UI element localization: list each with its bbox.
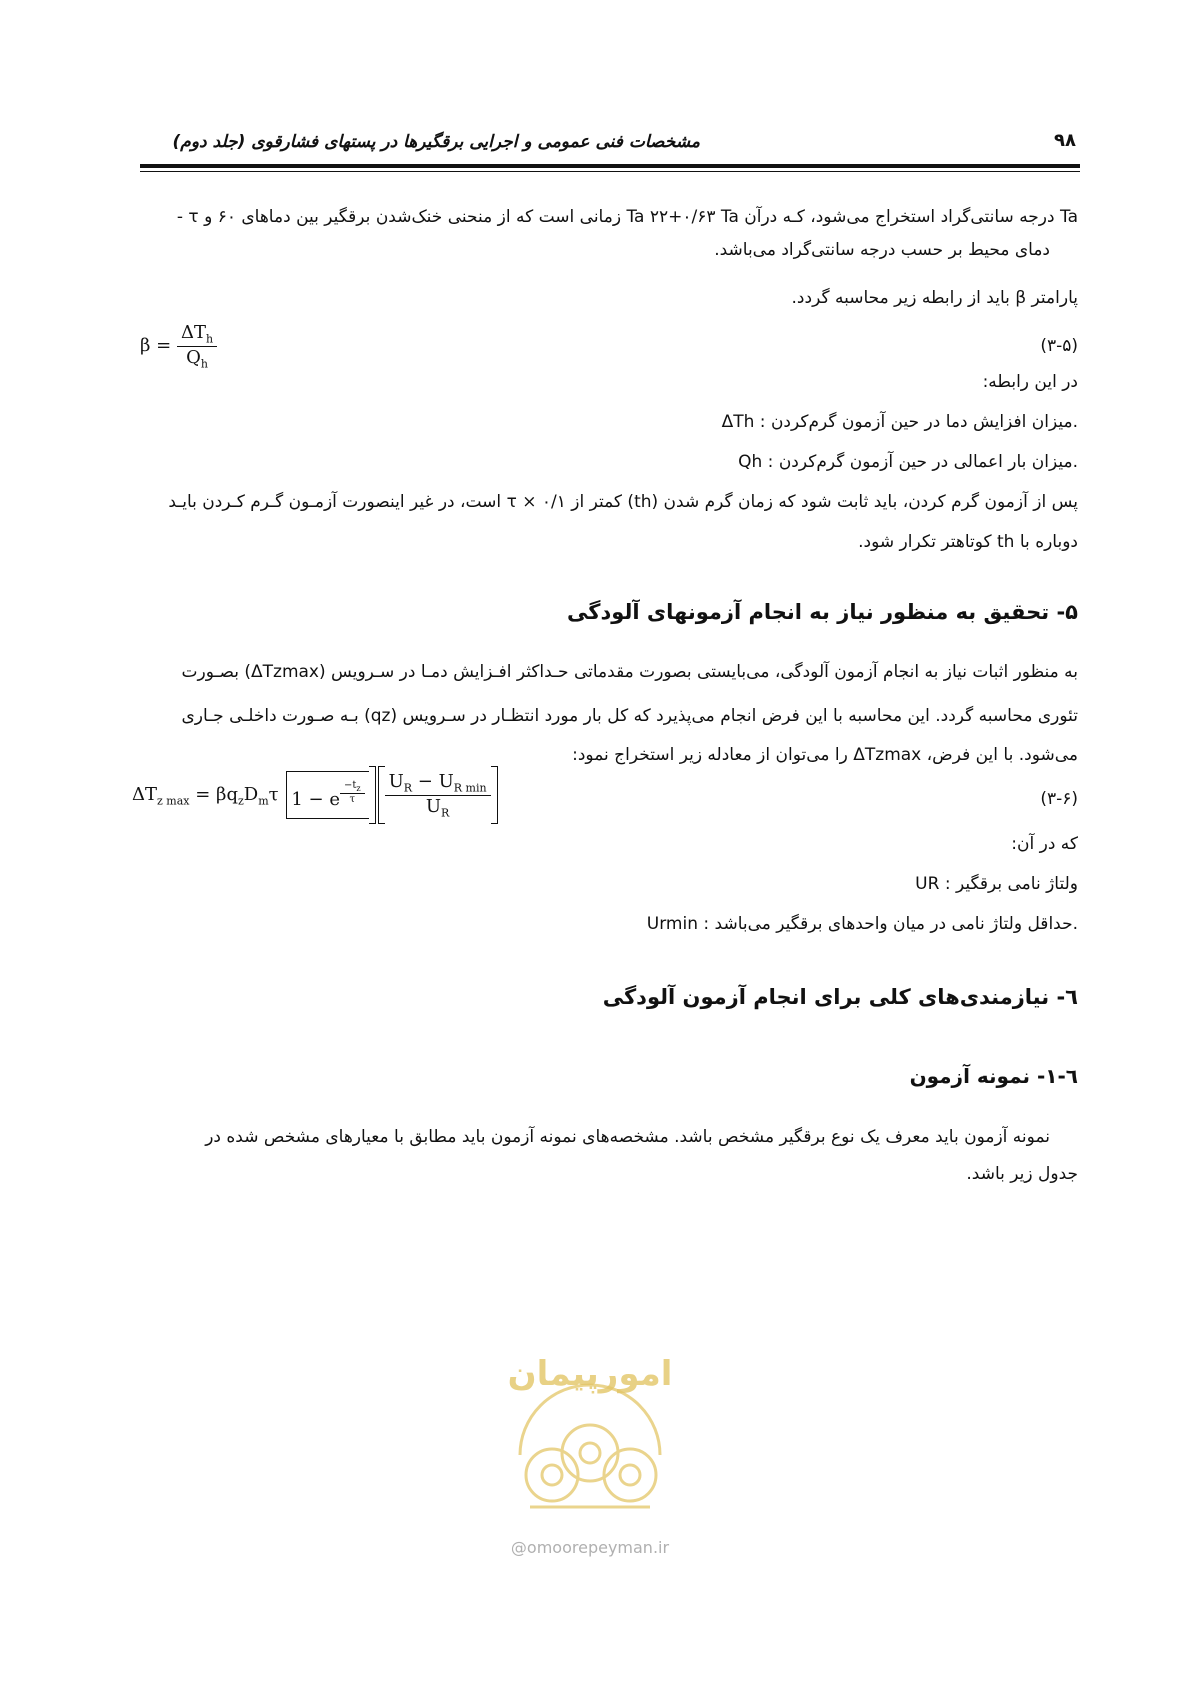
eq2-one-minus-e: 1 − e <box>291 789 340 810</box>
tau-definition-line-1: - τ زمانی است که از منحنی خنک‌شدن برقگیر بین دماهای ۶۰ و Ta ۲۲+۰/۶۳ Ta درجه سانتی‌گراد استخراج می‌شود، کـه درآن Ta <box>176 207 1078 227</box>
watermark-site: @omoorepeyman.ir <box>510 1538 670 1557</box>
watermark-seal-icon <box>490 1325 690 1525</box>
tau-definition-line-2: دمای محیط بر حسب درجه سانتی‌گراد می‌باشد. <box>714 240 1050 260</box>
definition-qh: Qh : میزان بار اعمالی در حین آزمون گرم‌کردن. <box>738 452 1078 472</box>
eq2-lhs-sub: z max <box>157 794 190 808</box>
eq2-d: D <box>243 784 259 805</box>
eq2-right-bracket-2 <box>491 766 498 824</box>
eq2-frac-den-u: U <box>425 795 442 817</box>
section-5-para-line-3: می‌شود. با این فرض، ΔTzmax را می‌توان از معادله زیر استخراج نمود: <box>572 745 1078 765</box>
eq2-lhs: ΔT <box>132 784 158 805</box>
eq2-exp-num: −t <box>343 780 357 791</box>
watermark-logo <box>490 1325 690 1525</box>
equation-delta-tzmax <box>132 766 498 824</box>
eq-beta-fraction <box>177 322 217 370</box>
equation-number-3-5: (۳-۵) <box>1040 336 1078 356</box>
equation-beta <box>140 322 217 370</box>
definition-urmin: Urmin : حداقل ولتاژ نامی در میان واحدهای برقگیر می‌باشد. <box>646 914 1078 934</box>
eq2-frac-den-sub: R <box>441 806 450 820</box>
page-number: ۹۸ <box>1054 130 1076 151</box>
eq2-left-bracket-group <box>286 771 368 819</box>
equation-number-3-6: (۳-۶) <box>1040 789 1078 809</box>
eq2-right-bracket-1 <box>369 766 376 824</box>
eq-beta-num-sub: h <box>205 332 214 346</box>
eq2-frac-ur-sub: R <box>403 781 413 795</box>
section-6-1-para-line-2: جدول زیر باشد. <box>966 1164 1078 1184</box>
eq2-q-sub: z <box>237 794 244 808</box>
section-5-heading: ۵- تحقیق به منظور نیاز به انجام آزمونهای آلودگی <box>567 600 1078 624</box>
eq2-exp-num-sub: z <box>356 784 361 793</box>
eq-beta-den: Q <box>186 346 201 368</box>
watermark-logo-text: امورپیمان <box>507 1354 673 1394</box>
beta-intro: پارامتر β باید از رابطه زیر محاسبه گردد. <box>791 288 1078 308</box>
running-header-title: مشخصات فنی عمومی و اجرایی برقگیرها در پستهای فشارقوی (جلد دوم) <box>172 132 700 152</box>
eq2-exp-den: τ <box>349 794 356 805</box>
eq2-frac-urmin-sub: R min <box>453 781 487 795</box>
section-6-1-heading: ٦-١- نمونه آزمون <box>909 1064 1078 1088</box>
header-rule-thin <box>140 171 1080 172</box>
section-6-heading: ٦- نیازمندی‌های کلی برای انجام آزمون آلودگی <box>602 985 1078 1009</box>
eq2-d-sub: m <box>258 794 269 808</box>
eq2-frac-ur: U <box>388 770 404 792</box>
where-label: که در آن: <box>1011 834 1078 854</box>
definition-ur: UR : ولتاژ نامی برقگیر <box>915 874 1078 894</box>
section-5-para-line-1: به منظور اثبات نیاز به انجام آزمون آلودگی، می‌بایستی بصورت مقدماتی حـداکثر افـزایش دمـا در سـرویس (ΔTzmax) بصـورت <box>181 662 1078 682</box>
heating-test-para-line-1: پس از آزمون گرم کردن، باید ثابت شود که زمان گرم شدن (th) کمتر از τ × ۰/۱ است، در غیر اینصورت آزمـون گـرم کـردن بایـد <box>168 492 1078 512</box>
header-rule-thick <box>140 164 1080 168</box>
heating-test-para-line-2: دوباره با th کوتاهتر تکرار شود. <box>858 532 1078 552</box>
eq2-left-bracket-2 <box>378 766 385 824</box>
in-this-relation: در این رابطه: <box>982 372 1078 392</box>
eq2-ur-fraction <box>385 771 491 819</box>
section-5-para-line-2: تئوری محاسبه گردد. این محاسبه با این فرض انجام می‌پذیرد که کل بار مورد انتظـار در سـرویس (qz) بـه صـورت داخلـی جـاری <box>181 706 1078 726</box>
eq-beta-lhs: β = <box>140 335 172 357</box>
definition-delta-th: ΔTh : میزان افزایش دما در حین آزمون گرم‌کردن. <box>721 412 1078 432</box>
eq-beta-num: ΔT <box>180 322 206 343</box>
eq2-beta-q: = βq <box>195 784 238 805</box>
eq-beta-den-sub: h <box>200 357 208 371</box>
eq2-frac-minus-u: − U <box>412 770 454 792</box>
section-6-1-para-line-1: نمونه آزمون باید معرف یک نوع برقگیر مشخص باشد. مشخصه‌های نمونه آزمون باید مطابق با معیارهای مشخص شده در <box>205 1127 1050 1147</box>
eq2-tau: τ <box>268 784 279 805</box>
